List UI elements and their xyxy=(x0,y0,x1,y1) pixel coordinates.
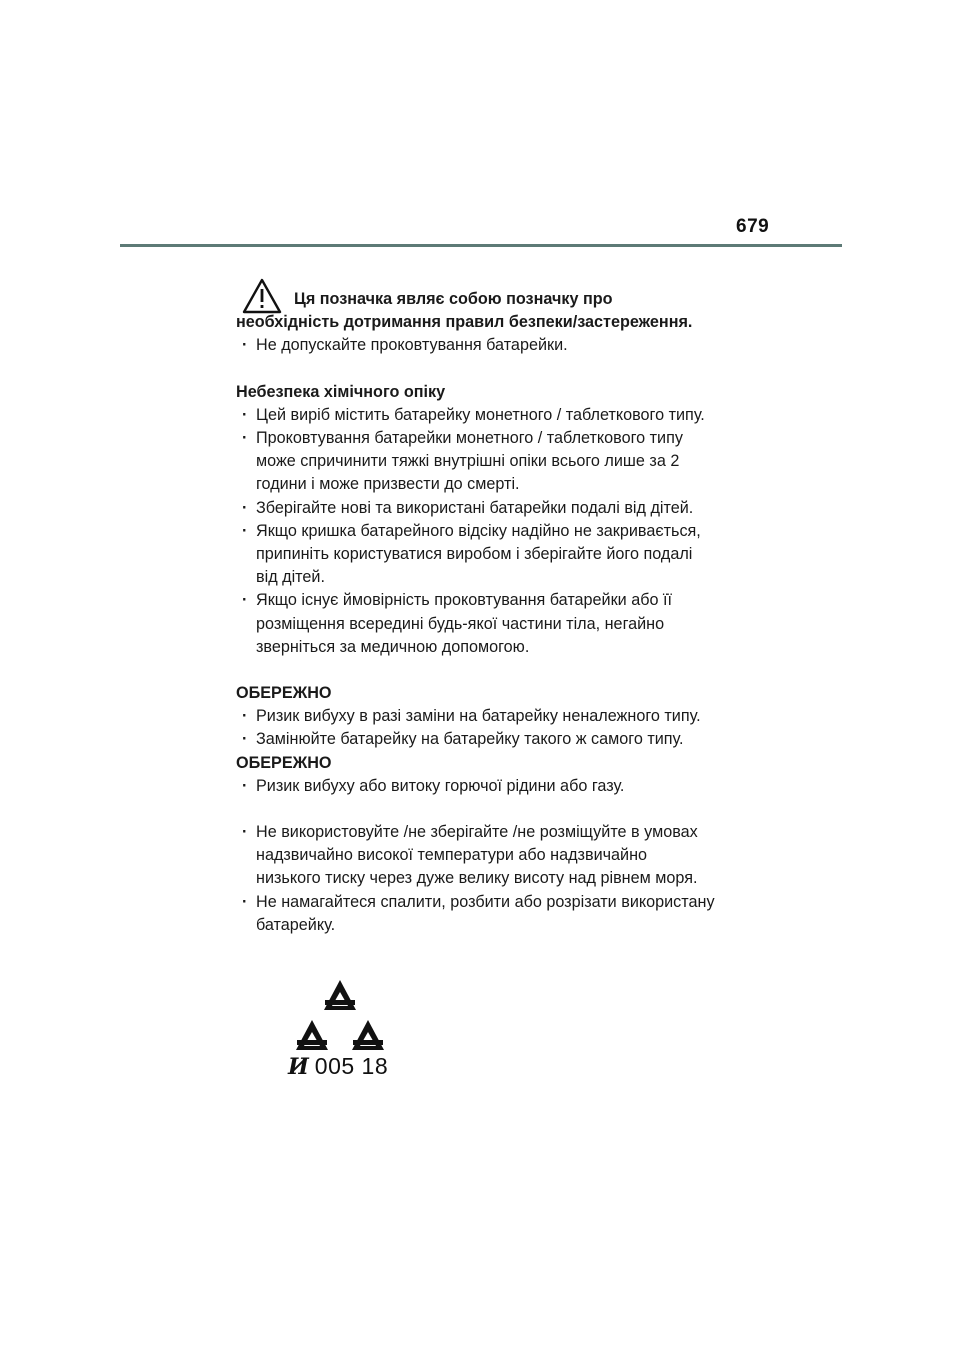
list-item-text: Ризик вибуху або витоку горючої рідини або газу. xyxy=(256,776,625,795)
list-item-text: Не намагайтеся спалити, розбити або розрізати використану xyxy=(256,892,715,911)
list-item-continuation: години і може призвести до смерті. xyxy=(256,475,520,494)
bullet-dot: · xyxy=(242,823,248,842)
list-item xyxy=(236,520,756,590)
list-item xyxy=(236,404,756,427)
bullet-dot: · xyxy=(242,498,248,517)
list-item-continuation: низького тиску через дуже велику висоту над рівнем моря. xyxy=(256,869,698,888)
caution-list-1 xyxy=(236,705,756,751)
certification-letter: И xyxy=(288,1054,309,1080)
list-item xyxy=(236,497,756,520)
caution-heading-1: ОБЕРЕЖНО xyxy=(236,684,332,703)
warning-intro xyxy=(236,288,756,358)
list-item-text: Зберігайте нові та використані батарейки подалі від дітей. xyxy=(256,498,694,517)
chemical-burn-heading: Небезпека хімічного опіку xyxy=(236,382,446,401)
bullet-dot: · xyxy=(242,591,248,610)
bullet-dot: · xyxy=(242,405,248,424)
list-item xyxy=(236,775,756,798)
bullet-dot: · xyxy=(242,730,248,749)
caution-heading-2: ОБЕРЕЖНО xyxy=(236,753,332,772)
caution-list-2 xyxy=(236,775,756,798)
list-item-continuation: від дітей. xyxy=(256,568,325,587)
certification-number: 005 18 xyxy=(314,1053,389,1079)
page-content xyxy=(236,288,756,937)
certification-code xyxy=(288,1052,388,1081)
warning-intro-bullet: Не допускайте проковтування батарейки. xyxy=(256,336,568,355)
misc-list xyxy=(236,821,756,937)
list-item-text: Не використовуйте /не зберігайте /не розміщуйте в умовах xyxy=(256,823,698,842)
chemical-burn-list xyxy=(236,404,756,659)
list-item xyxy=(236,728,756,751)
warning-intro-line2: необхідність дотримання правил безпеки/застереження. xyxy=(236,313,693,332)
bullet-dot: · xyxy=(242,429,248,448)
list-item-text: Проковтування батарейки монетного / таблеткового типу xyxy=(256,429,683,448)
list-item xyxy=(236,821,756,891)
list-item xyxy=(236,705,756,728)
list-item-continuation: надзвичайно високої температури або надзвичайно xyxy=(256,846,648,865)
bullet-dot: · xyxy=(242,521,248,540)
warning-intro-line1: Ця позначка являє собою позначку про xyxy=(294,290,613,308)
list-item xyxy=(236,427,756,497)
list-item-continuation: припиніть користуватися виробом і зберігайте його подалі xyxy=(256,545,693,564)
bullet-dot: · xyxy=(242,892,248,911)
list-item-text: Ризик вибуху в разі заміни на батарейку неналежного типу. xyxy=(256,707,701,726)
page-number: 679 xyxy=(736,216,770,237)
list-item-continuation: зверніться за медичною допомогою. xyxy=(256,637,530,656)
bullet-dot: · xyxy=(242,776,248,795)
header-divider xyxy=(120,244,842,247)
list-item-continuation: розміщення всередині будь-якої частини тіла, негайно xyxy=(256,614,665,633)
bullet-dot: · xyxy=(242,707,248,726)
list-item-text: Замінюйте батарейку на батарейку такого ж самого типу. xyxy=(256,730,684,749)
list-item-continuation: може спричинити тяжкі внутрішні опіки всього лише за 2 xyxy=(256,452,680,471)
bullet-dot: · xyxy=(242,336,248,355)
warning-triangle-icon xyxy=(242,278,282,314)
list-item-text: Якщо кришка батарейного відсіку надійно не закривається, xyxy=(256,521,701,540)
list-item-text: Цей виріб містить батарейку монетного / таблеткового типу. xyxy=(256,405,705,424)
list-item-text: Якщо існує ймовірність проковтування батарейки або її xyxy=(256,591,672,610)
list-item xyxy=(236,334,756,357)
list-item xyxy=(236,891,756,937)
list-item xyxy=(236,589,756,659)
list-item-continuation: батарейку. xyxy=(256,915,336,934)
